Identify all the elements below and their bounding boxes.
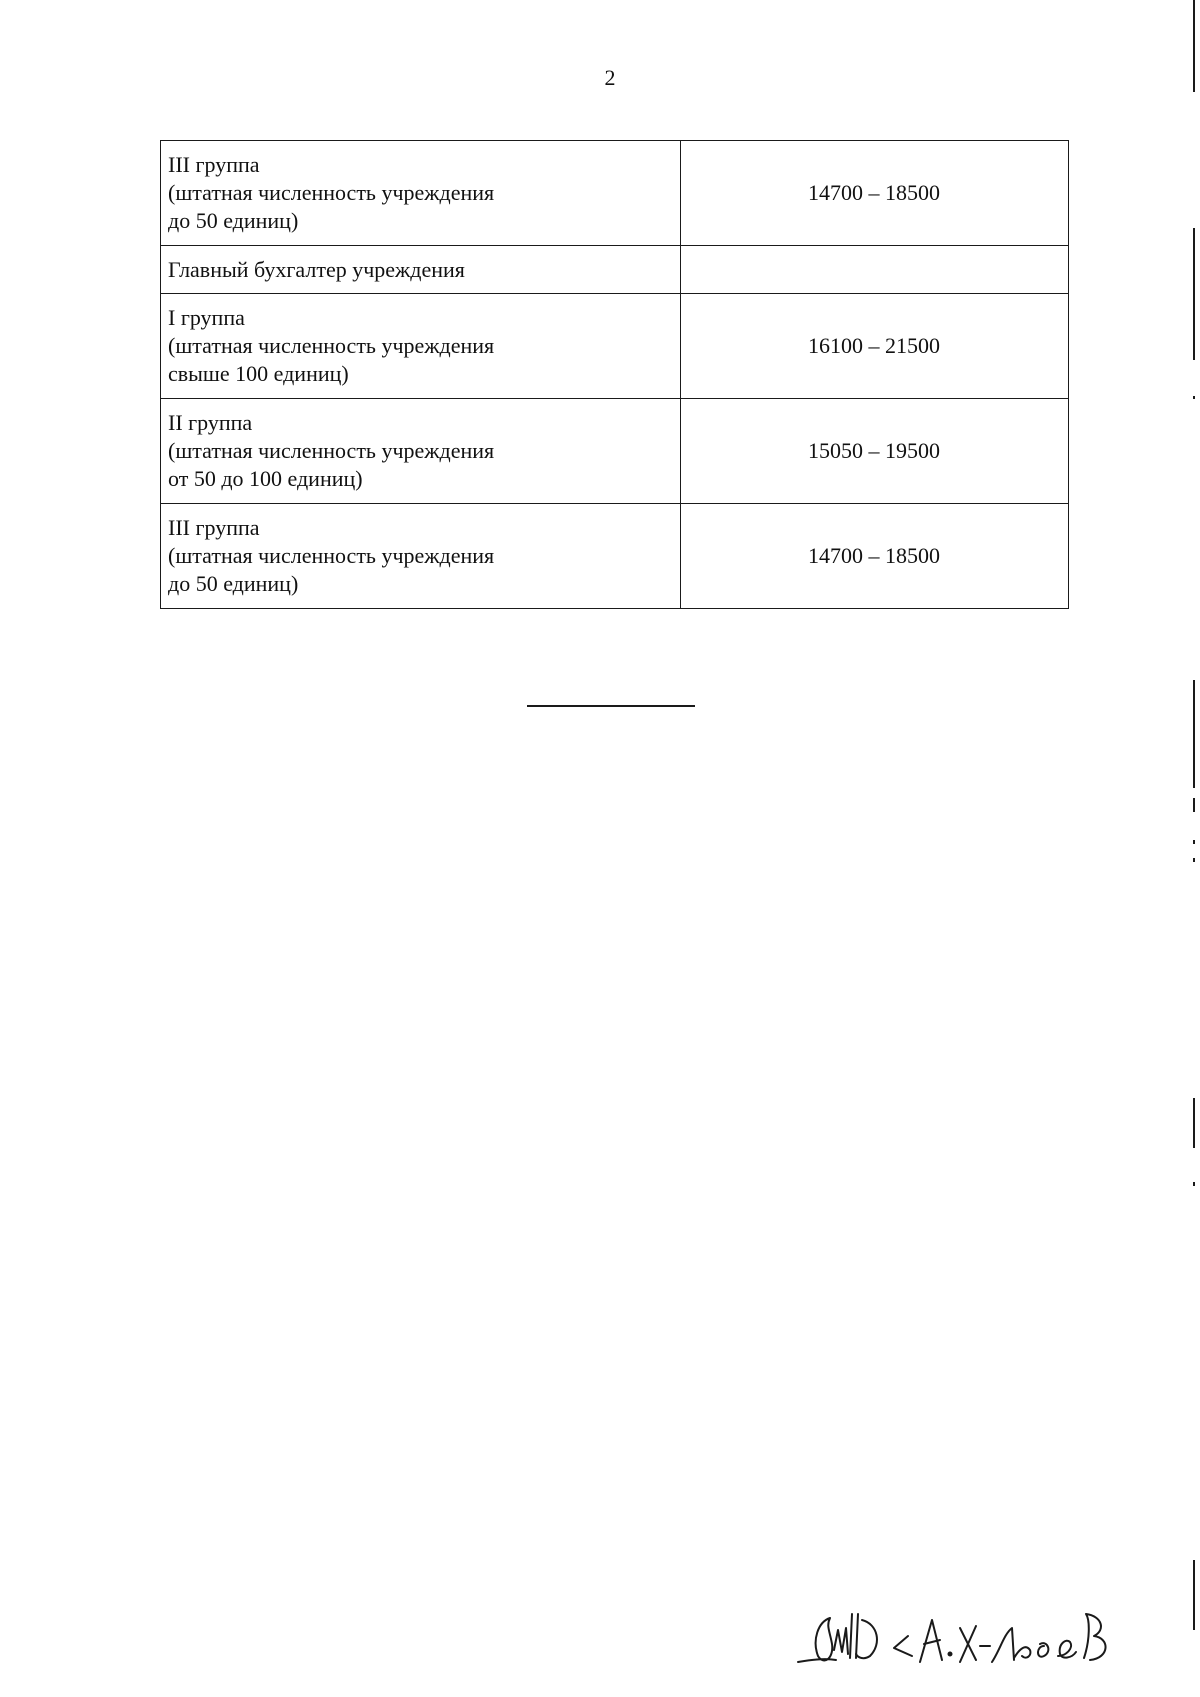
scan-edge-mark: [1193, 840, 1195, 844]
scan-edge-mark: [1193, 858, 1195, 862]
salary-table: [160, 140, 1069, 609]
scan-edge-mark: [1193, 1560, 1195, 1630]
group-label: II группа: [168, 410, 253, 435]
scan-edge-mark: [1193, 1182, 1195, 1186]
group-description: (штатная численность учреждения: [168, 180, 495, 205]
group-label: III группа: [168, 515, 260, 540]
group-label: I группа: [168, 305, 245, 330]
salary-range-cell: 16100 – 21500: [681, 294, 1069, 399]
group-description: свыше 100 единиц): [168, 361, 349, 386]
salary-range-cell: 14700 – 18500: [681, 504, 1069, 609]
scan-edge-mark: [1193, 0, 1195, 92]
scan-edge-mark: [1193, 798, 1195, 812]
group-label: III группа: [168, 152, 260, 177]
position-cell: [161, 246, 681, 294]
scan-edge-mark: [1193, 680, 1195, 788]
scan-edge-mark: [1193, 396, 1195, 399]
page-number: 2: [604, 65, 616, 90]
position-cell: [161, 504, 681, 609]
group-description: (штатная численность учреждения: [168, 543, 495, 568]
position-cell: [161, 399, 681, 504]
position-cell: [161, 141, 681, 246]
group-description: до 50 единиц): [168, 208, 299, 233]
salary-range-cell: [681, 246, 1069, 294]
handwritten-signature: [790, 1600, 1150, 1680]
table-row: [161, 399, 1069, 504]
table-row: [161, 504, 1069, 609]
table-row: [161, 246, 1069, 294]
group-description: до 50 единиц): [168, 571, 299, 596]
table-row: [161, 141, 1069, 246]
position-title: Главный бухгалтер учреждения: [168, 256, 465, 282]
scan-edge-mark: [1193, 228, 1195, 360]
scan-edge-mark: [1193, 1098, 1195, 1148]
salary-range-cell: 14700 – 18500: [681, 141, 1069, 246]
table-row: [161, 294, 1069, 399]
position-cell: [161, 294, 681, 399]
salary-range-cell: 15050 – 19500: [681, 399, 1069, 504]
group-description: (штатная численность учреждения: [168, 438, 495, 463]
group-description: от 50 до 100 единиц): [168, 466, 363, 491]
end-of-document-rule: [527, 705, 695, 707]
group-description: (штатная численность учреждения: [168, 333, 495, 358]
